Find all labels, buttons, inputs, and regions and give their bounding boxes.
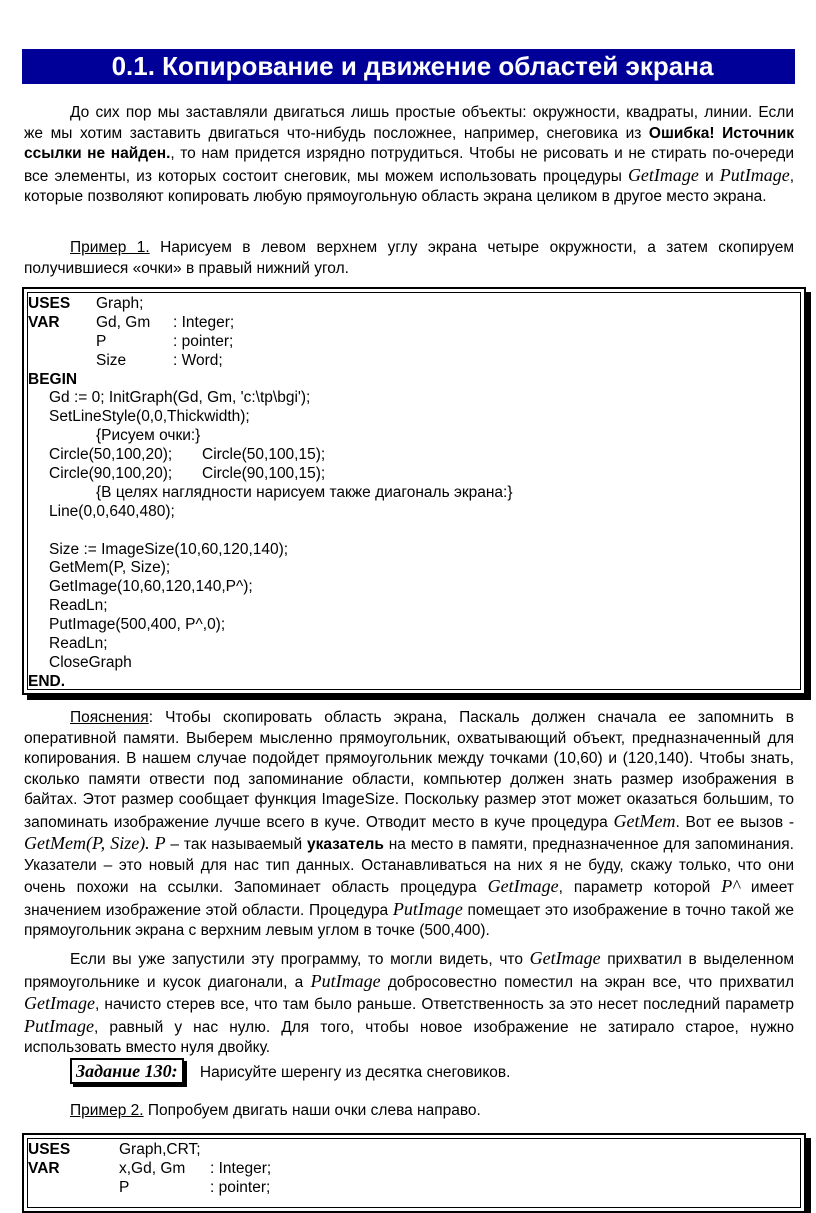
code-line: [28, 389, 800, 408]
example1-text: Нарисуем в левом верхнем углу экрана четыре окружности, а затем скопируем получившиеся «очки» в правый нижний угол.: [24, 239, 794, 277]
code-line: [28, 295, 800, 314]
code-token: Circle(50,100,15);: [202, 446, 326, 464]
getmem-term: GetMem: [613, 810, 676, 831]
code-token: Graph;: [96, 295, 144, 312]
code-token: USES: [28, 295, 71, 312]
code-token: CloseGraph: [49, 653, 132, 671]
code-token: : pointer;: [173, 332, 234, 350]
code-token: Size: [96, 351, 127, 369]
task-text: Нарисуйте шеренгу из десятка снеговиков.: [199, 1064, 511, 1081]
code-line: [28, 333, 800, 352]
code-line: [28, 578, 800, 597]
code-token: SetLineStyle(0,0,Thickwidth);: [49, 408, 250, 426]
code-token: : Word;: [173, 351, 223, 369]
explanation2-text-5: , равный у нас нулю. Для того, чтобы новое изображение не затирало старое, нужно использовать вместо нуля двойку.: [24, 1018, 794, 1056]
explanation2-paragraph: [24, 948, 794, 1059]
code-token: P: [119, 1178, 130, 1196]
code-token: BEGIN: [28, 370, 78, 388]
getmem-call-term: GetMem(P, Size).: [24, 833, 150, 853]
example1-paragraph: [24, 238, 794, 279]
explanation-text-4: на место в памяти, предназначенное для запоминания. Указатели – это новый для нас тип данных. Останавливаться на них я не буду, скажу только, что они очень похожи на ссылки. Запоминает область процедура: [24, 836, 794, 896]
code-token: VAR: [28, 1159, 60, 1177]
explanation-text-3: – так называемый: [165, 836, 307, 853]
putimage-term-3: PutImage: [310, 970, 381, 991]
example2-paragraph: [24, 1101, 794, 1122]
getimage-term-2: GetImage: [487, 876, 559, 896]
getimage-term-4: GetImage: [24, 993, 95, 1013]
p-caret-term: P^: [721, 876, 740, 896]
putimage-term: PutImage: [719, 164, 790, 185]
code-token: Circle(50,100,20);: [49, 446, 173, 464]
code-token: GetMem(P, Size);: [49, 559, 171, 577]
explanation2-text-1: Если вы уже запустили эту программу, то могли видеть, что: [70, 951, 530, 968]
intro-and: и: [698, 167, 720, 185]
code-line: [28, 503, 800, 522]
code-line: [28, 1160, 800, 1179]
code-token: Circle(90,100,20);: [49, 465, 173, 483]
code-line: [28, 352, 800, 371]
intro-text-1: До сих пор мы заставляли двигаться лишь простые объекты: окружности, квадраты, линии. Если же мы хотим заставить двигаться что-нибудь посложнее, например, снеговика из: [24, 104, 794, 142]
putimage-term-4: PutImage: [24, 1015, 94, 1036]
code-line: [28, 427, 800, 446]
code-line: [28, 541, 800, 560]
code-token: Line(0,0,640,480);: [49, 502, 175, 520]
code-line: [28, 597, 800, 616]
intro-text-2: , то нам придется изрядно потрудиться. Чтобы не рисовать и не стирать по-очереди все элементы, из которых состоит снеговик, мы можем использовать процедуры: [24, 145, 794, 185]
code-line: [28, 559, 800, 578]
code-listing-2-body: [27, 1138, 801, 1208]
code-token: ReadLn;: [49, 635, 108, 653]
code-token: END.: [28, 672, 66, 690]
code-line: [28, 314, 800, 333]
code-line: [28, 371, 800, 390]
code-token: Gd := 0; InitGraph(Gd, Gm, 'c:\tp\bgi');: [49, 389, 311, 407]
code-line: [28, 654, 800, 673]
code-token: {В целях наглядности нарисуем также диагональ экрана:}: [96, 483, 513, 501]
code-line: [28, 616, 800, 635]
explanation-text-2: . Вот ее вызов -: [675, 813, 794, 831]
code-token: : Integer;: [210, 1159, 272, 1177]
code-token: Size := ImageSize(10,60,120,140);: [49, 540, 289, 558]
code-token: PutImage(500,400, P^,0);: [49, 616, 226, 634]
code-line: [28, 484, 800, 503]
code-line: [28, 522, 800, 541]
code-token: Circle(90,100,15);: [202, 465, 326, 483]
code-listing-2: [22, 1133, 806, 1213]
example2-text: Попробуем двигать наши очки слева направо.: [143, 1102, 481, 1119]
explanation-paragraph: [24, 708, 794, 942]
example2-label: Пример 2.: [70, 1102, 144, 1119]
example1-label: Пример 1.: [70, 239, 150, 256]
error-reference[interactable]: Ошибка! Источник ссылки не найден.: [24, 124, 794, 162]
explanation-text-7: помещает это изображение в точно такой же прямоугольник экрана с верхним левым углом в точке (500,400).: [24, 901, 794, 939]
explanation-label: Пояснения: [70, 709, 149, 726]
p-term: P: [154, 833, 166, 853]
explanation-text-5: , параметр которой: [558, 879, 722, 896]
code-line: [28, 465, 800, 484]
getimage-term: GetImage: [627, 164, 699, 185]
pointer-term: указатель: [306, 836, 384, 853]
explanation2-text-4: , начисто стерев все, что там было раньше. Ответственность за это несет последний параметр: [94, 996, 794, 1013]
code-token: x,Gd, Gm: [119, 1159, 186, 1177]
code-token: VAR: [28, 313, 60, 331]
code-token: : Integer;: [173, 313, 235, 331]
code-listing-1-body: [27, 292, 801, 690]
code-listing-1: [22, 287, 806, 695]
code-token: Graph,CRT;: [119, 1141, 201, 1158]
code-token: USES: [28, 1141, 71, 1158]
putimage-term-2: PutImage: [392, 898, 463, 919]
code-line: [28, 673, 800, 692]
code-token: : pointer;: [210, 1178, 271, 1196]
getimage-term-3: GetImage: [529, 948, 601, 968]
explanation-text-6: имеет значением изображение этой области. Процедура: [24, 879, 794, 919]
intro-paragraph: [24, 103, 794, 208]
explanation-text-1: : Чтобы скопировать область экрана, Паскаль должен сначала ее запомнить в оперативной памяти. Выберем мысленно прямоугольник, охватывающий объект, предназначенный для копирования. В нашем случае подойдет прямоугольник между точками (10,60) и (120,140). Чтобы знать, сколько памяти отвести под запоминание области, компьютер должен знать размер изображения в байтах. Этот размер сообщает функция ImageSize. Поскольку размер этот может оказаться большим, то запоминать изображение лучше всего в куче. Отводит место в куче процедура: [24, 709, 794, 831]
task-line: [24, 1058, 794, 1085]
code-line: [28, 446, 800, 465]
explanation2-text-3: добросовестно поместил на экран все, что прихватил: [380, 973, 794, 991]
code-token: GetImage(10,60,120,140,P^);: [49, 578, 253, 596]
code-line: [28, 408, 800, 427]
code-line: [28, 1141, 800, 1160]
code-line: [28, 635, 800, 654]
task-label: Задание 130:: [70, 1058, 184, 1084]
code-token: ReadLn;: [49, 597, 108, 615]
section-heading: 0.1. Копирование и движение областей экрана: [22, 49, 795, 84]
code-token: Gd, Gm: [96, 313, 151, 331]
code-token: {Рисуем очки:}: [96, 427, 201, 445]
explanation2-text-2: прихватил в выделенном прямоугольнике и кусок диагонали, а: [24, 951, 795, 991]
intro-text-3: , которые позволяют копировать любую прямоугольную область экрана целиком в другое место экрана.: [24, 167, 794, 205]
code-token: P: [96, 332, 107, 350]
